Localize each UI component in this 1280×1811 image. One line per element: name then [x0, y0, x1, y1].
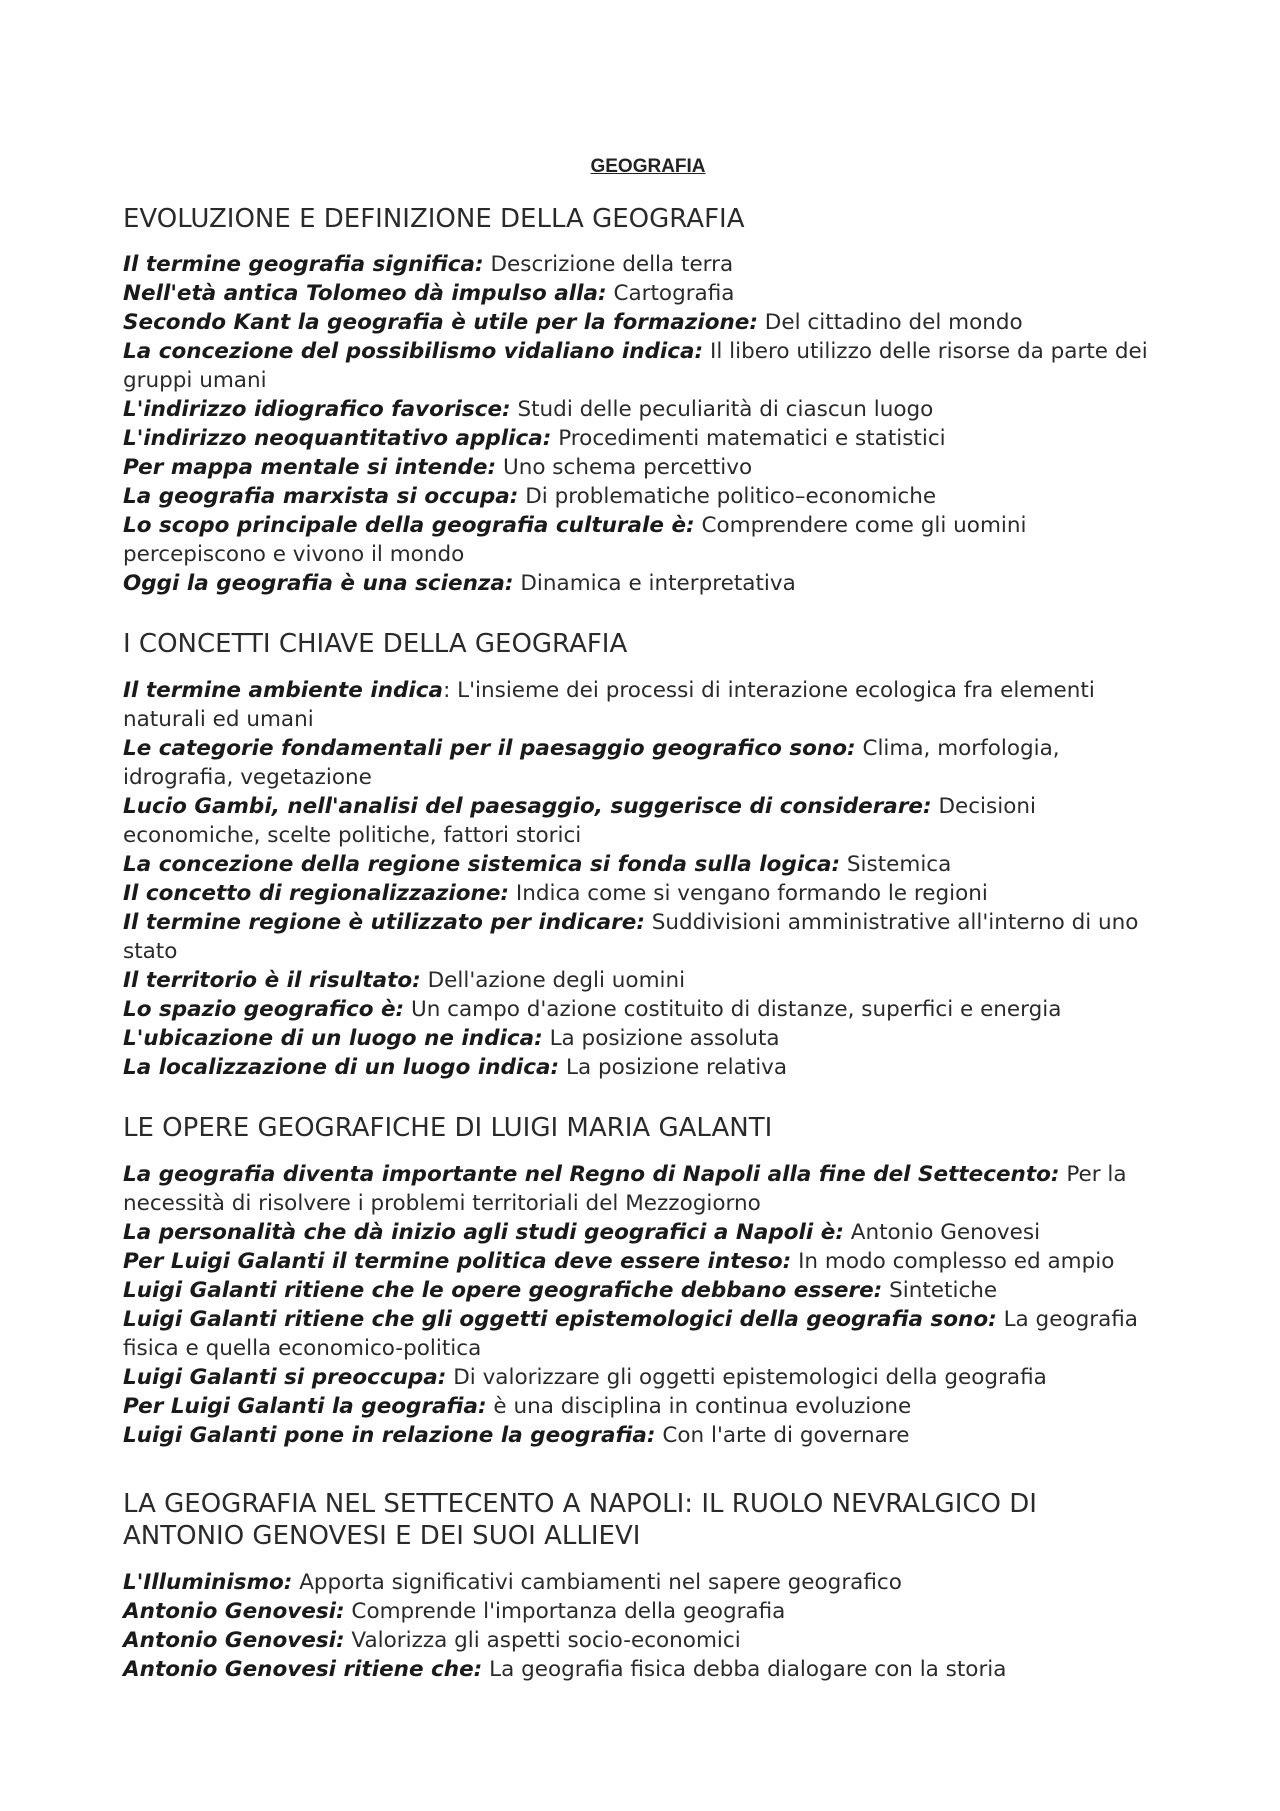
answer-text: è una disciplina in continua evoluzione — [486, 1394, 912, 1419]
question-text: Il concetto di regionalizzazione: — [123, 881, 510, 906]
answer-text: Descrizione della terra — [483, 252, 734, 277]
question-text: Secondo Kant la geografia è utile per la formazione: — [123, 310, 758, 335]
answer-text: Di problematiche politico–economiche — [518, 484, 937, 509]
answer-text: Decisioni economiche, scelte politiche, fattori storici — [123, 794, 1036, 848]
question-text: Luigi Galanti ritiene che le opere geografiche debbano essere: — [123, 1278, 883, 1303]
qa-item — [123, 1568, 1173, 1597]
answer-text: : L'insieme dei processi di interazione ecologica fra elementi naturali ed umani — [123, 678, 1095, 732]
question-text: L'indirizzo idiografico favorisce: — [123, 397, 511, 422]
question-text: La localizzazione di un luogo indica: — [123, 1055, 560, 1080]
qa-item — [123, 676, 1173, 734]
qa-item — [123, 1247, 1173, 1276]
question-text: Per mappa mentale si intende: — [123, 455, 497, 480]
qa-item — [123, 908, 1173, 966]
question-text: Per Luigi Galanti la geografia: — [123, 1394, 487, 1419]
question-text: L'indirizzo neoquantitativo applica: — [123, 426, 552, 451]
answer-text: Con l'arte di governare — [655, 1423, 910, 1448]
answer-text: Per la necessità di risolvere i problemi territoriali del Mezzogiorno — [123, 1162, 1127, 1216]
answer-text: Studi delle peculiarità di ciascun luogo — [510, 397, 934, 422]
question-text: Nell'età antica Tolomeo dà impulso alla: — [123, 281, 607, 306]
question-text: L'ubicazione di un luogo ne indica: — [123, 1026, 543, 1051]
answer-text: Cartografia — [606, 281, 735, 306]
document-title: GEOGRAFIA — [590, 156, 706, 177]
question-text: Antonio Genovesi: — [123, 1628, 345, 1653]
qa-item — [123, 250, 1173, 279]
question-text: La personalità che dà inizio agli studi geografici a Napoli è: — [123, 1220, 844, 1245]
section-heading: EVOLUZIONE E DEFINIZIONE DELLA GEOGRAFIA — [123, 204, 745, 234]
qa-item — [123, 995, 1173, 1024]
qa-item — [123, 966, 1173, 995]
answer-text: Sistemica — [840, 852, 952, 877]
answer-text: Suddivisioni amministrative all'interno di uno stato — [123, 910, 1139, 964]
answer-text: Un campo d'azione costituito di distanze, superfici e energia — [404, 997, 1062, 1022]
question-text: Le categorie fondamentali per il paesaggio geografico sono: — [123, 736, 856, 761]
qa-item — [123, 511, 1173, 569]
qa-item — [123, 337, 1173, 395]
question-text: La concezione della regione sistemica si fonda sulla logica: — [123, 852, 841, 877]
answer-text: In modo complesso ed ampio — [791, 1249, 1115, 1274]
section-body — [123, 1160, 1173, 1450]
qa-item — [123, 1392, 1173, 1421]
qa-item — [123, 879, 1173, 908]
qa-item — [123, 1363, 1173, 1392]
answer-text: Del cittadino del mondo — [757, 310, 1023, 335]
qa-item — [123, 1160, 1173, 1218]
qa-item — [123, 734, 1173, 792]
question-text: Luigi Galanti ritiene che gli oggetti epistemologici della geografia sono: — [123, 1307, 997, 1332]
qa-item — [123, 1218, 1173, 1247]
qa-item — [123, 424, 1173, 453]
question-text: Il termine regione è utilizzato per indicare: — [123, 910, 645, 935]
section-heading: I CONCETTI CHIAVE DELLA GEOGRAFIA — [123, 629, 628, 659]
answer-text: Apporta significativi cambiamenti nel sapere geografico — [292, 1570, 902, 1595]
question-text: Oggi la geografia è una scienza: — [123, 571, 514, 596]
question-text: La geografia diventa importante nel Regno di Napoli alla fine del Settecento: — [123, 1162, 1060, 1187]
question-text: La geografia marxista si occupa: — [123, 484, 519, 509]
answer-text: Antonio Genovesi — [843, 1220, 1041, 1245]
answer-text: Sintetiche — [882, 1278, 998, 1303]
section-body — [123, 1568, 1173, 1684]
answer-text: La geografia fisica debba dialogare con la storia — [482, 1657, 1007, 1682]
answer-text: La geografia fisica e quella economico-politica — [123, 1307, 1138, 1361]
question-text: Antonio Genovesi ritiene che: — [123, 1657, 483, 1682]
section-body — [123, 250, 1173, 598]
qa-item — [123, 1276, 1173, 1305]
qa-item — [123, 395, 1173, 424]
answer-text: Procedimenti matematici e statistici — [551, 426, 946, 451]
question-text: Lo spazio geografico è: — [123, 997, 405, 1022]
answer-text: Comprendere come gli uomini percepiscono e vivono il mondo — [123, 513, 1027, 567]
section-heading: LA GEOGRAFIA NEL SETTECENTO A NAPOLI: IL RUOLO NEVRALGICO DI ANTONIO GENOVESI E DEI SUOI ALLIEVI — [123, 1489, 1037, 1551]
qa-item — [123, 1597, 1173, 1626]
qa-item — [123, 850, 1173, 879]
answer-text: Clima, morfologia, idrografia, vegetazione — [123, 736, 1060, 790]
qa-item — [123, 1024, 1173, 1053]
answer-text: Il libero utilizzo delle risorse da parte dei gruppi umani — [123, 339, 1148, 393]
qa-item — [123, 569, 1173, 598]
section-body — [123, 676, 1173, 1082]
question-text: Il termine geografia significa: — [123, 252, 484, 277]
answer-text: Dinamica e interpretativa — [513, 571, 796, 596]
qa-item — [123, 1053, 1173, 1082]
answer-text: Uno schema percettivo — [496, 455, 753, 480]
answer-text: La posizione relativa — [559, 1055, 788, 1080]
qa-item — [123, 279, 1173, 308]
question-text: Il termine ambiente indica — [123, 678, 444, 703]
qa-item — [123, 308, 1173, 337]
section-heading: LE OPERE GEOGRAFICHE DI LUIGI MARIA GALANTI — [123, 1113, 773, 1143]
answer-text: Comprende l'importanza della geografia — [344, 1599, 786, 1624]
question-text: Antonio Genovesi: — [123, 1599, 345, 1624]
answer-text: Dell'azione degli uomini — [420, 968, 686, 993]
qa-item — [123, 453, 1173, 482]
question-text: Lo scopo principale della geografia culturale è: — [123, 513, 695, 538]
question-text: Lucio Gambi, nell'analisi del paesaggio, suggerisce di considerare: — [123, 794, 932, 819]
answer-text: La posizione assoluta — [542, 1026, 780, 1051]
question-text: La concezione del possibilismo vidaliano indica: — [123, 339, 704, 364]
qa-item — [123, 1655, 1173, 1684]
answer-text: Indica come si vengano formando le regioni — [509, 881, 988, 906]
qa-item — [123, 792, 1173, 850]
answer-text: Valorizza gli aspetti socio-economici — [344, 1628, 741, 1653]
question-text: Per Luigi Galanti il termine politica deve essere inteso: — [123, 1249, 792, 1274]
question-text: L'Illuminismo: — [123, 1570, 293, 1595]
question-text: Luigi Galanti pone in relazione la geografia: — [123, 1423, 656, 1448]
qa-item — [123, 1626, 1173, 1655]
qa-item — [123, 1421, 1173, 1450]
question-text: Il territorio è il risultato: — [123, 968, 421, 993]
answer-text: Di valorizzare gli oggetti epistemologici della geografia — [446, 1365, 1047, 1390]
qa-item — [123, 1305, 1173, 1363]
question-text: Luigi Galanti si preoccupa: — [123, 1365, 447, 1390]
qa-item — [123, 482, 1173, 511]
